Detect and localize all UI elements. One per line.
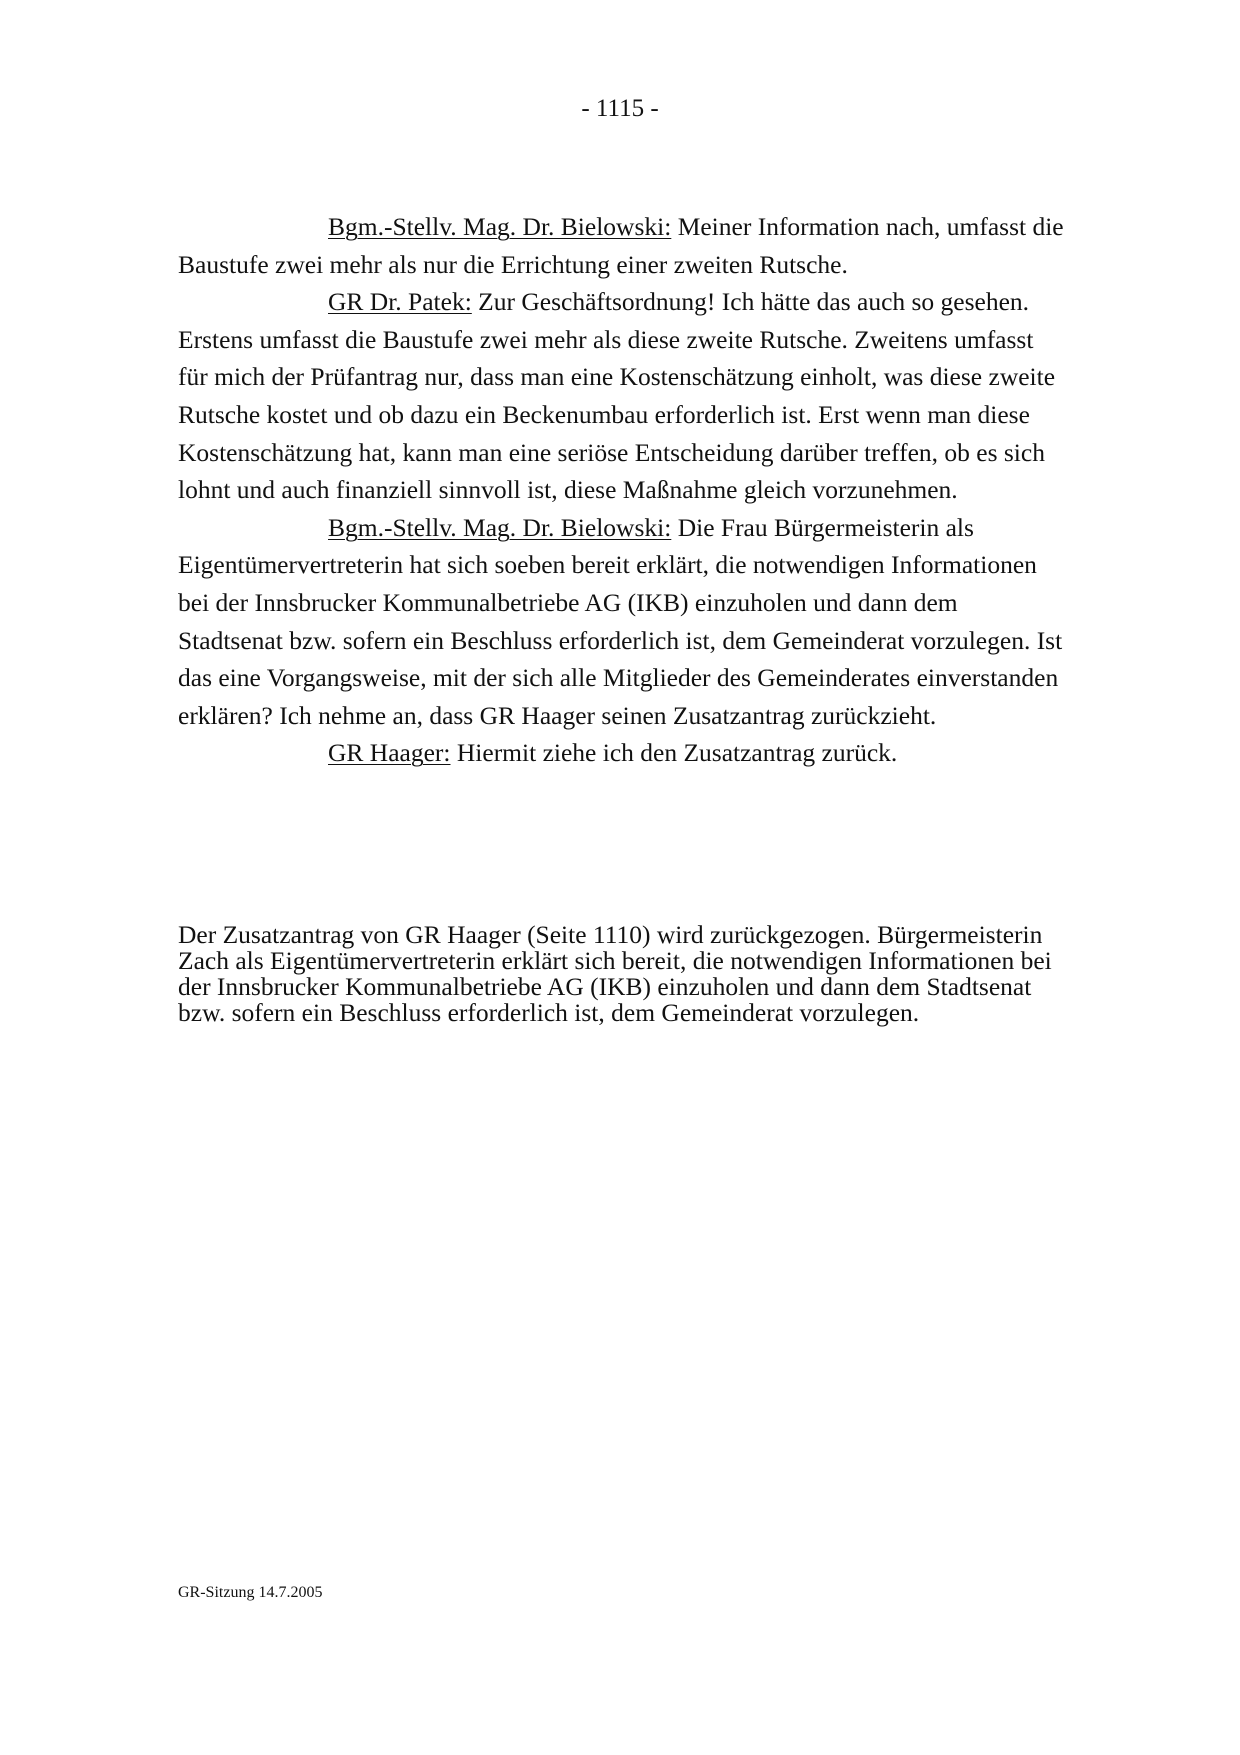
speech-text: Die Frau Bürgermeisterin als Eigentümervertreterin hat sich soeben bereit erklärt, die notwendigen Informationen bei der Innsbrucker Kommunalbetriebe AG (IKB) einzuholen und dann dem Stadtsenat bzw. sofern ein Beschluss erforderlich ist, dem Gemeinderat vorzulegen. Ist das eine Vorgangsweise, mit der sich alle Mitglieder des Gemeinderates einverstanden erklären? Ich nehme an, dass GR Haager seinen Zusatzantrag zurückzieht. xyxy=(178,512,1063,730)
speaker-name: Bgm.-Stellv. Mag. Dr. Bielowski: xyxy=(328,212,672,241)
page-number: - 1115 - xyxy=(581,95,659,122)
resolution-text: Der Zusatzantrag von GR Haager (Seite 1110) wird zurückgezogen. Bürgermeisterin Zach als Eigentümervertreterin erklärt sich bereit, die notwendigen Informationen bei der Innsbrucker Kommunalbetriebe AG (IKB) einzuholen und dann dem Stadtsenat bzw. sofern ein Beschluss erforderlich ist, dem Gemeinderat vorzulegen. xyxy=(178,920,1052,1027)
speaker-name: GR Dr. Patek: xyxy=(328,287,472,317)
speech-paragraph xyxy=(178,208,1068,283)
speaker-name: Bgm.-Stellv. Mag. Dr. Bielowski: xyxy=(328,512,672,542)
speech-paragraph xyxy=(178,734,1068,772)
speech-text: Meiner Information nach, umfasst die Baustufe zwei mehr als nur die Errichtung einer zweiten Rutsche. xyxy=(178,212,1064,279)
speech-text: Zur Geschäftsordnung! Ich hätte das auch so gesehen. Erstens umfasst die Baustufe zwei mehr als diese zweite Rutsche. Zweitens umfasst für mich der Prüfantrag nur, dass man eine Kostenschätzung einholt, was diese zweite Rutsche kostet und ob dazu ein Beckenumbau erforderlich ist. Erst wenn man diese Kostenschätzung hat, kann man eine seriöse Entscheidung darüber treffen, ob es sich lohnt und auch finanziell sinnvoll ist, diese Maßnahme gleich vorzunehmen. xyxy=(178,287,1056,505)
speech-paragraph xyxy=(178,509,1068,735)
footer-session: GR-Sitzung 14.7.2005 xyxy=(178,1584,323,1601)
transcript xyxy=(178,208,1068,772)
speaker-name: GR Haager: xyxy=(328,738,451,768)
speech-paragraph xyxy=(178,283,1068,509)
speech-text: Hiermit ziehe ich den Zusatzantrag zurück. xyxy=(450,738,898,768)
